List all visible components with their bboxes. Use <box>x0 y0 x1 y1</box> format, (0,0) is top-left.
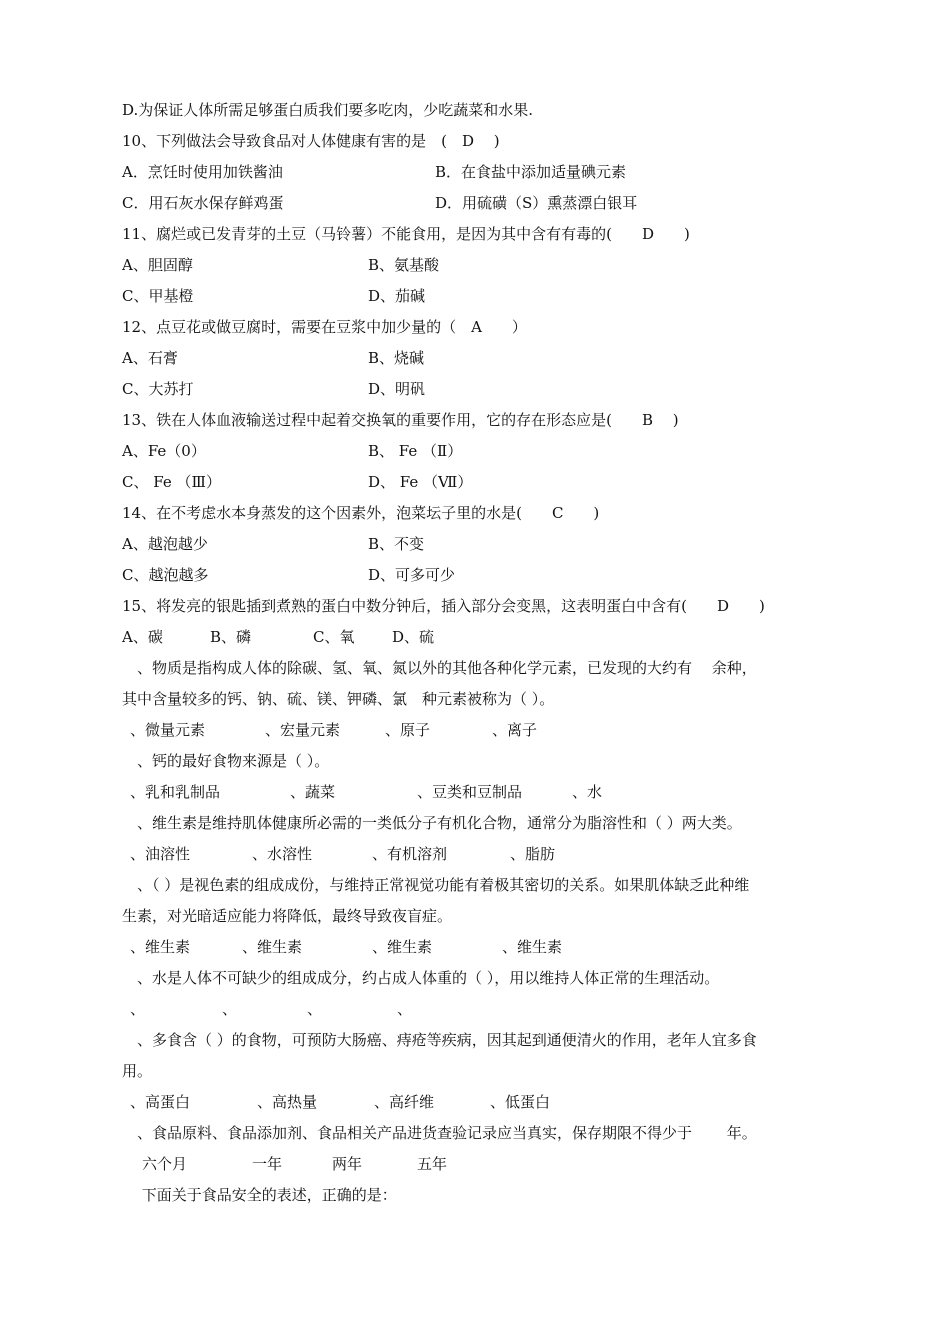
question-14-options-row-2 <box>122 560 834 591</box>
option-d: D、硫 <box>392 628 435 646</box>
option-d: D、可多可少 <box>368 566 456 584</box>
option-c: C、越泡越多 <box>122 566 209 584</box>
option-c: 、 <box>307 1000 323 1018</box>
option-a: 、微量元素 <box>130 721 206 739</box>
option-c: 、维生素 <box>372 938 433 956</box>
option-a: 、 <box>130 1000 146 1018</box>
question-option-line: D.为保证人体所需足够蛋白质我们要多吃肉，少吃蔬菜和水果. <box>122 101 534 119</box>
vitamin-question-options <box>122 839 834 870</box>
question-10-stem: 10、下列做法会导致食品对人体健康有害的是 ( D ) <box>122 132 500 150</box>
option-c: C、 Fe （Ⅲ） <box>122 473 221 491</box>
fiber-question-options <box>122 1087 834 1118</box>
option-c: 、原子 <box>385 721 431 739</box>
question-11-options-row-1 <box>122 250 834 281</box>
fiber-question-stem-line-2: 用。 <box>122 1062 153 1080</box>
question-15-stem: 15、将发亮的银匙插到煮熟的蛋白中数分钟后，插入部分会变黑，这表明蛋白中含有( D ) <box>122 597 765 615</box>
option-d: 五年 <box>417 1155 448 1173</box>
food-safety-question-stem: 下面关于食品安全的表述，正确的是： <box>122 1186 397 1204</box>
vision-question-options <box>122 932 834 963</box>
option-a: 六个月 <box>142 1155 188 1173</box>
option-b: 、宏量元素 <box>265 721 341 739</box>
vision-question-stem-line-2: 生素，对光暗适应能力将降低，最终导致夜盲症。 <box>122 907 453 925</box>
option-d: D、茄碱 <box>368 287 426 305</box>
option-c: C．用石灰水保存鲜鸡蛋 <box>122 194 284 212</box>
question-14-stem: 14、在不考虑水本身蒸发的这个因素外，泡菜坛子里的水是( C ) <box>122 504 600 522</box>
option-a: A、石膏 <box>122 349 178 367</box>
option-b: 一年 <box>252 1155 283 1173</box>
option-d: D．用硫磺（S）熏蒸漂白银耳 <box>435 194 638 212</box>
option-a: 、维生素 <box>130 938 191 956</box>
option-b: 、维生素 <box>242 938 303 956</box>
option-c: 、有机溶剂 <box>372 845 448 863</box>
option-b: B、不变 <box>368 535 425 553</box>
option-a: A、碳 <box>122 628 163 646</box>
option-d: 、维生素 <box>502 938 563 956</box>
option-b: B、烧碱 <box>368 349 425 367</box>
vitamin-question-stem: 、维生素是维持肌体健康所必需的一类低分子有机化合物，通常分为脂溶性和（ ）两大类。 <box>122 814 742 832</box>
calcium-question-options <box>122 777 834 808</box>
fiber-question-stem-line-1: 、多食含（ ）的食物，可预防大肠癌、痔疮等疾病，因其起到通便清火的作用，老年人宜多食 <box>122 1031 757 1049</box>
mineral-question-options <box>122 715 834 746</box>
option-c: C、大苏打 <box>122 380 194 398</box>
water-question-stem: 、水是人体不可缺少的组成成分，约占成人体重的（ ），用以维持人体正常的生理活动。 <box>122 969 720 987</box>
option-b: B．在食盐中添加适量碘元素 <box>435 163 627 181</box>
option-d: D、 Fe （Ⅶ） <box>368 473 473 491</box>
option-a: 、油溶性 <box>130 845 191 863</box>
question-10-options-row-2 <box>122 188 834 219</box>
option-d: 、脂肪 <box>510 845 556 863</box>
option-a: A、越泡越少 <box>122 535 208 553</box>
question-11-stem: 11、腐烂或已发青芽的土豆（马铃薯）不能食用，是因为其中含有有毒的( D ) <box>122 225 690 243</box>
option-d: 、低蛋白 <box>490 1093 551 1111</box>
option-a: 、乳和乳制品 <box>130 783 221 801</box>
option-b: B、 Fe （Ⅱ） <box>368 442 463 460</box>
option-c: C、甲基橙 <box>122 287 194 305</box>
exam-content <box>122 95 834 1211</box>
option-c: 、豆类和豆制品 <box>417 783 523 801</box>
option-a: A、胆固醇 <box>122 256 193 274</box>
question-12-options-row-1 <box>122 343 834 374</box>
option-d: D、明矾 <box>368 380 426 398</box>
option-c: 两年 <box>332 1155 363 1173</box>
records-question-options <box>122 1149 834 1180</box>
option-b: B、磷 <box>210 628 252 646</box>
question-13-options-row-1 <box>122 436 834 467</box>
question-15-options <box>122 622 834 653</box>
option-b: 、 <box>222 1000 238 1018</box>
option-c: C、氧 <box>313 628 355 646</box>
question-13-stem: 13、铁在人体血液输送过程中起着交换氧的重要作用，它的存在形态应是( B ) <box>122 411 679 429</box>
records-question-stem: 、食品原料、食品添加剂、食品相关产品进货查验记录应当真实，保存期限不得少于 年。 <box>122 1124 757 1142</box>
option-d: 、离子 <box>492 721 538 739</box>
question-11-options-row-2 <box>122 281 834 312</box>
vision-question-stem-line-1: 、（ ）是视色素的组成成份，与维持正常视觉功能有着极其密切的关系。如果肌体缺乏此种维 <box>122 876 750 894</box>
water-question-options <box>122 994 834 1025</box>
option-b: B、氨基酸 <box>368 256 440 274</box>
question-13-options-row-2 <box>122 467 834 498</box>
option-b: 、水溶性 <box>252 845 313 863</box>
question-12-options-row-2 <box>122 374 834 405</box>
question-10-options-row-1 <box>122 157 834 188</box>
option-b: 、蔬菜 <box>290 783 336 801</box>
option-d: 、水 <box>572 783 603 801</box>
option-c: 、高纤维 <box>374 1093 435 1111</box>
mineral-question-stem-line-1: 、物质是指构成人体的除碳、氢、氧、氮以外的其他各种化学元素，已发现的大约有 余种， <box>122 659 757 677</box>
option-b: 、高热量 <box>257 1093 318 1111</box>
question-12-stem: 12、点豆花或做豆腐时，需要在豆浆中加少量的（ A ） <box>122 318 527 336</box>
question-14-options-row-1 <box>122 529 834 560</box>
option-a: A、Fe（0） <box>122 442 206 460</box>
option-a: A．烹饪时使用加铁酱油 <box>122 163 283 181</box>
mineral-question-stem-line-2: 其中含量较多的钙、钠、硫、镁、钾磷、氯 种元素被称为（ ）。 <box>122 690 555 708</box>
option-d: 、 <box>397 1000 413 1018</box>
calcium-question-stem: 、钙的最好食物来源是（ ）。 <box>122 752 330 770</box>
option-a: 、高蛋白 <box>130 1093 191 1111</box>
